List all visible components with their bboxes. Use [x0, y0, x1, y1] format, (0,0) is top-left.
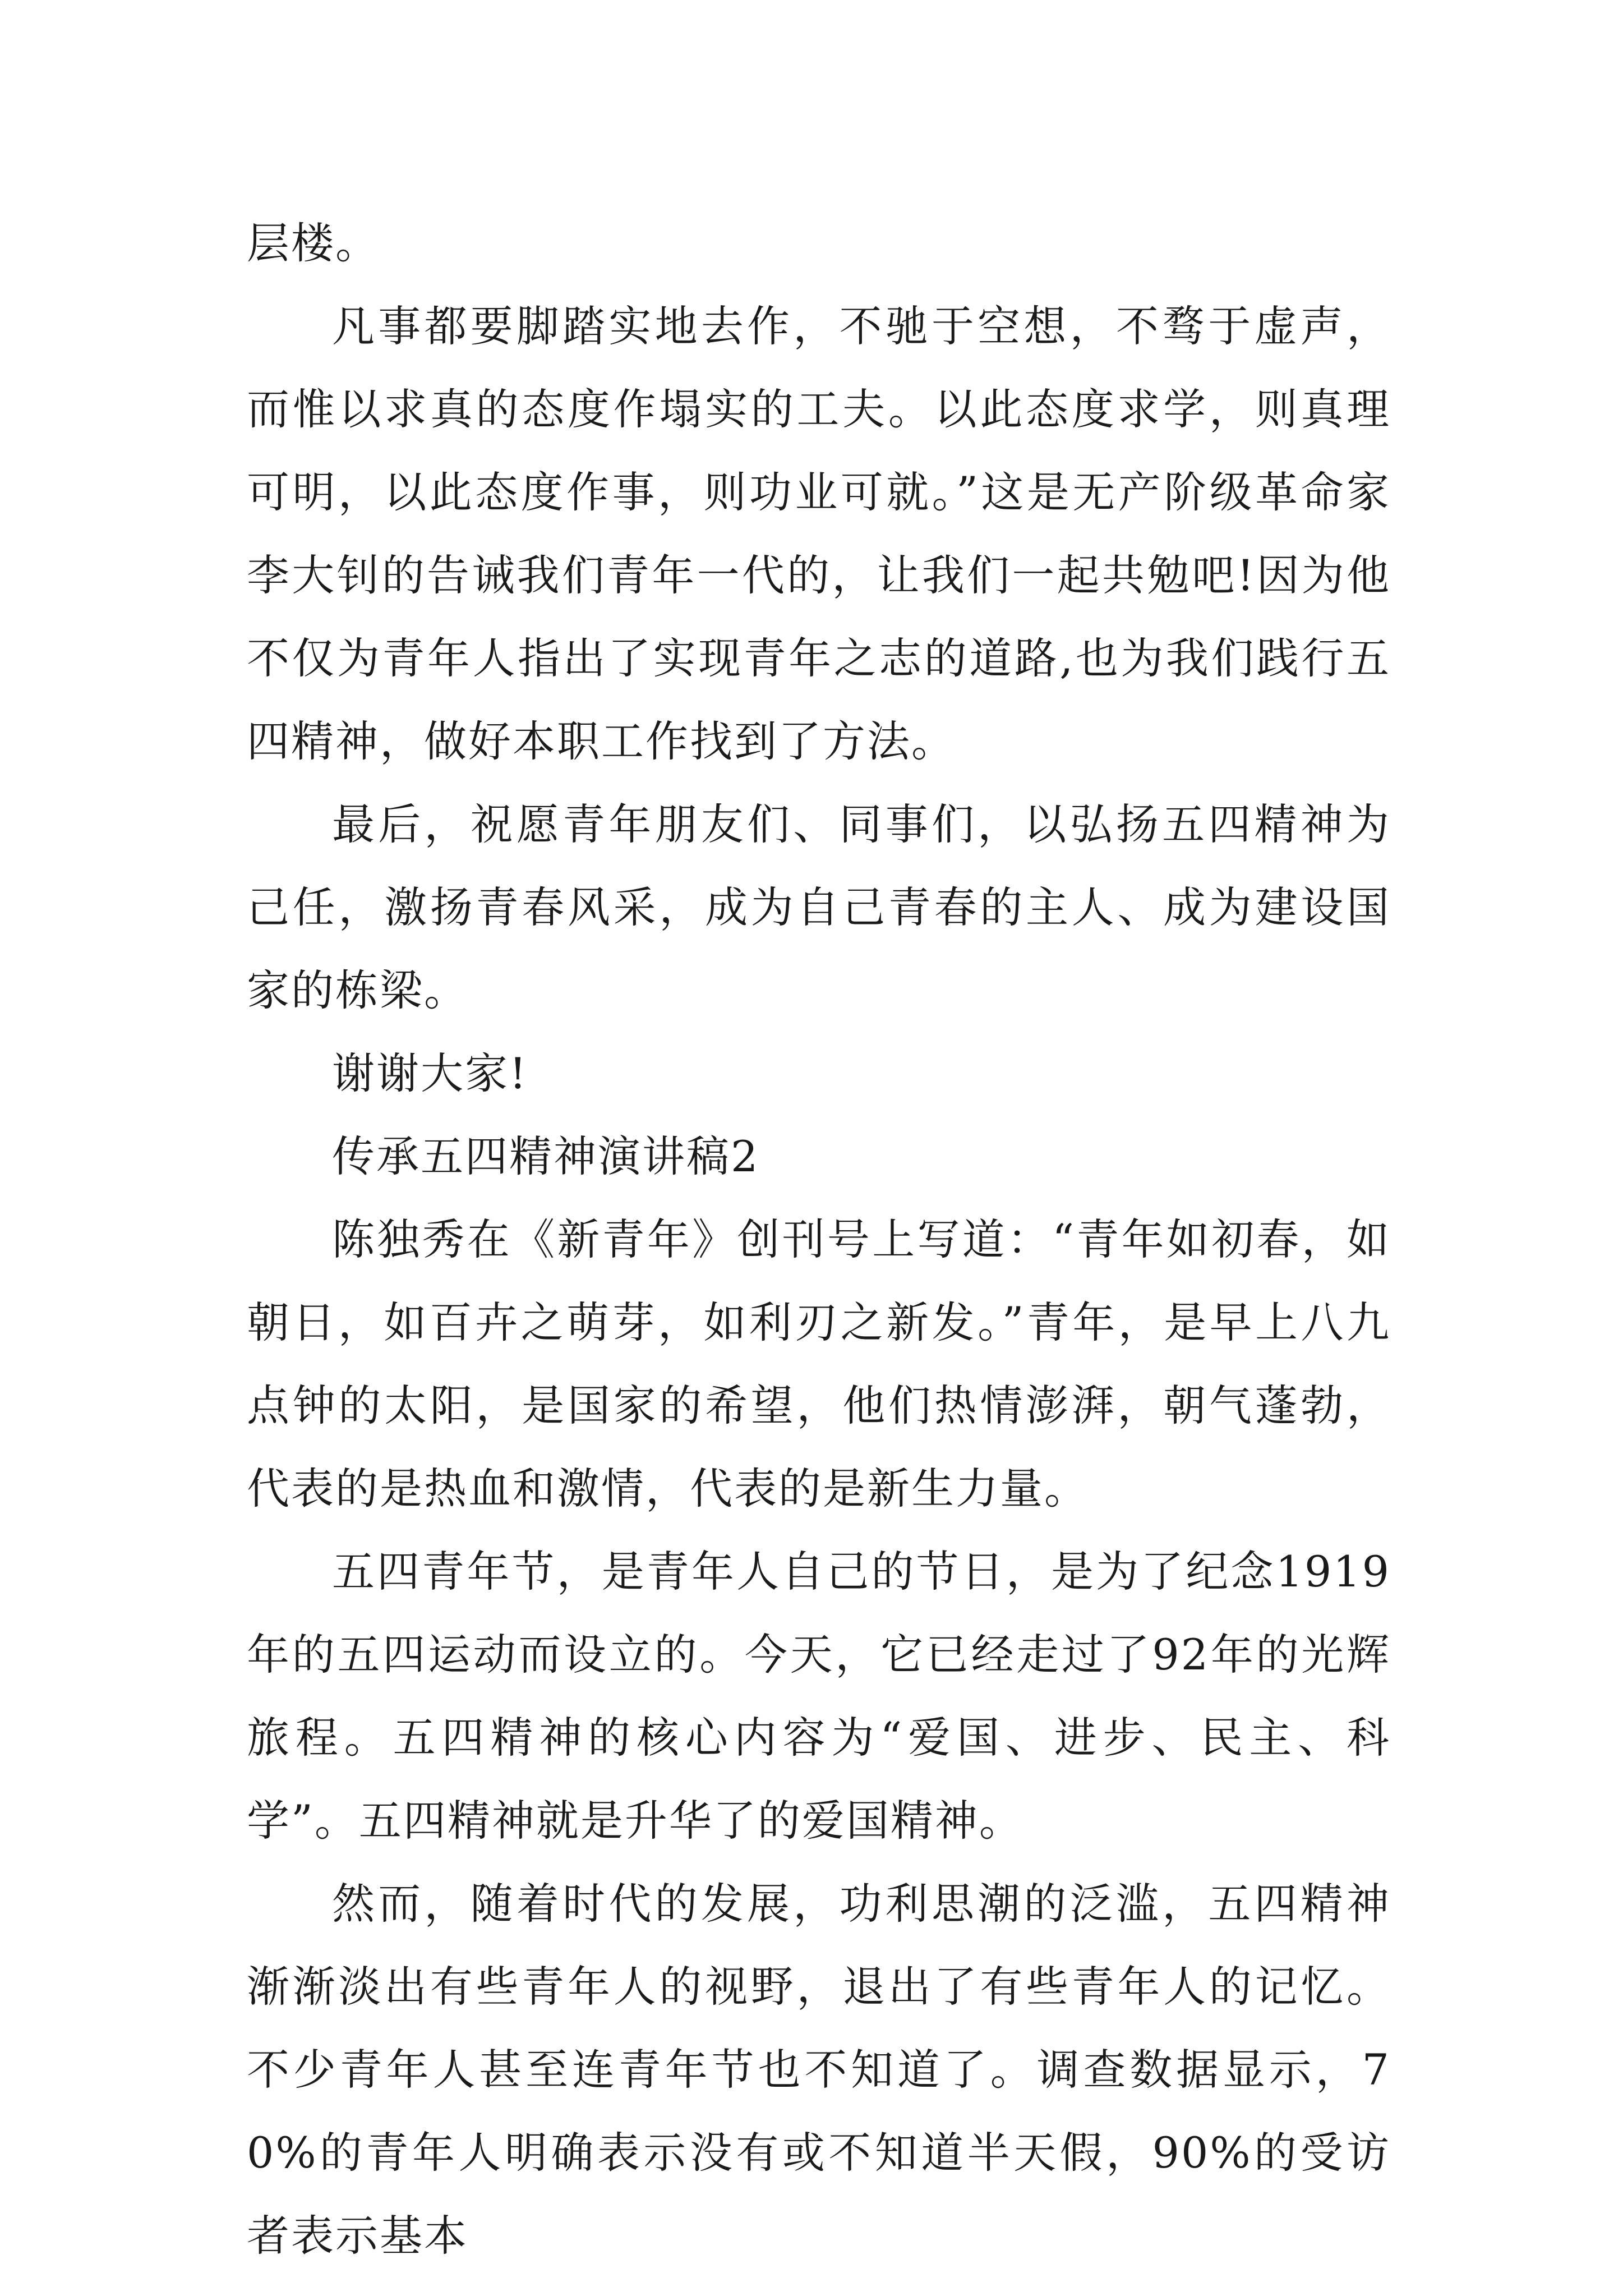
- section-heading: 传承五四精神演讲稿2: [332, 1131, 760, 1181]
- paragraph-chen-duxiu-quote: 陈独秀在《新青年》创刊号上写道：“青年如初春，如朝日，如百卉之萌芽，如利刃之新发。”青年，是早上八九点钟的太阳，是国家的希望，他们热情澎湃，朝气蓬勃，代表的是热血和激情，代表的是新生力量。: [247, 1214, 1391, 1513]
- paragraph-li-dazhao-quote: 凡事都要脚踏实地去作，不驰于空想，不骛于虚声，而惟以求真的态度作塌实的工夫。以此态度求学，则真理可明，以此态度作事，则功业可就。”这是无产阶级革命家李大钊的告诫我们青年一代的，让我们一起共勉吧!因为他不仅为青年人指出了实现青年之志的道路,也为我们践行五四精神，做好本职工作找到了方法。: [247, 301, 1391, 766]
- paragraph-closing-wish: 最后，祝愿青年朋友们、同事们，以弘扬五四精神为己任，激扬青春风采，成为自己青春的主人、成为建设国家的栋梁。: [247, 799, 1391, 1015]
- paragraph-thanks: 谢谢大家!: [332, 1048, 528, 1098]
- paragraph-continuation: 层楼。: [247, 218, 380, 268]
- paragraph-youth-day: 五四青年节，是青年人自己的节日，是为了纪念1919年的五四运动而设立的。今天，它已经走过了92年的光辉旅程。五四精神的核心内容为“爱国、进步、民主、科学”。五四精神就是升华了的爱国精神。: [247, 1547, 1391, 1846]
- document-body: [247, 202, 1391, 2277]
- paragraph-survey: 然而，随着时代的发展，功利思潮的泛滥，五四精神渐渐淡出有些青年人的视野，退出了有些青年人的记忆。不少青年人甚至连青年节也不知道了。调查数据显示，70%的青年人明确表示没有或不知道半天假，90%的受访者表示基本: [247, 1879, 1391, 2261]
